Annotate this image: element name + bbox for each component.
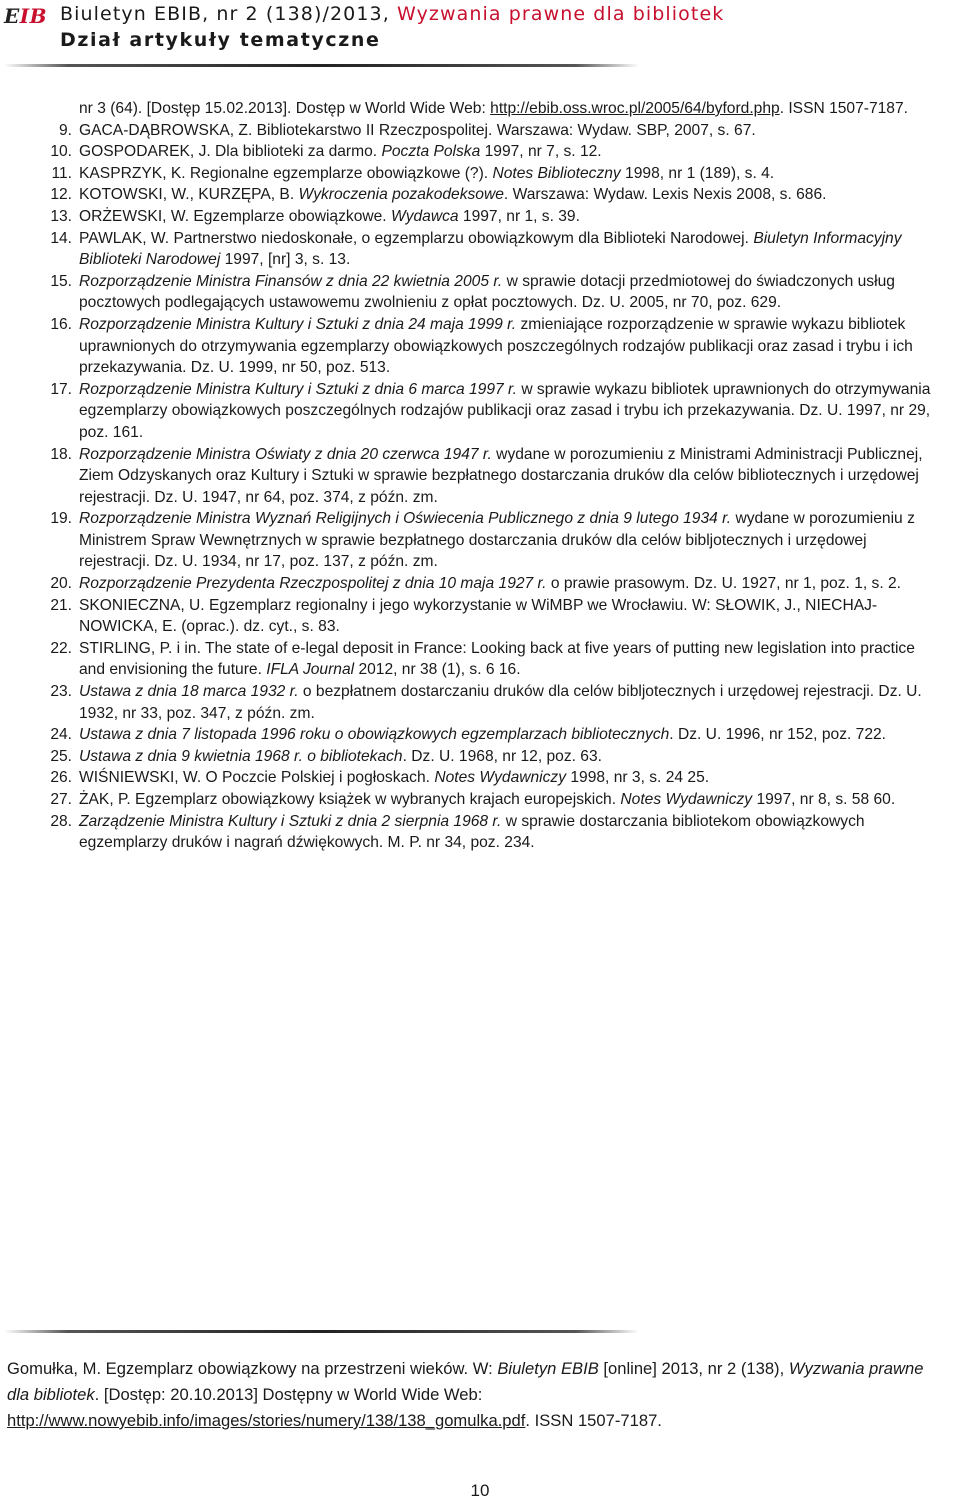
reference-text: wydane w porozumieniu z Ministrem Spraw Wewnętrznych w sprawie bezpłatnego dostarczania druków dla celów bibljotecznych i urzędowej rejestracji. Dz. U. 1934, nr 17, poz. 137, z późn. zm. — [79, 510, 915, 571]
reference-number: 27. — [50, 791, 72, 808]
reference-number: 18. — [50, 445, 72, 463]
reference-text: o prawie prasowym. Dz. U. 1927, nr 1, poz. 1, s. 2. — [546, 575, 901, 593]
reference-number: 22. — [50, 639, 72, 657]
reference-number: 26. — [50, 769, 72, 787]
reference-item — [32, 746, 940, 768]
reference-text: KASPRZYK, K. Regionalne egzemplarze obowiązkowe (?). — [79, 164, 493, 182]
reference-text: PAWLAK, W. Partnerstwo niedoskonałe, o egzemplarzu obowiązkowym dla Biblioteki Narodowej. — [79, 229, 754, 247]
reference-text: 1997, nr 7, s. 12. — [480, 143, 602, 161]
reference-item — [32, 228, 940, 271]
reference-title: Rozporządzenie Prezydenta Rzeczpospolitej z dnia 10 maja 1927 r. — [79, 575, 547, 593]
reference-link[interactable]: http://www.nowyebib.info/images/stories/numery/138/138_gomulka.pdf — [7, 1411, 526, 1430]
section-title: Dział artykuły tematyczne — [60, 29, 381, 51]
reference-text: STIRLING, P. i in. The state of e-legal deposit in France: Looking back at five years of putting new legislation into practice and envisioning the future. — [79, 639, 915, 679]
reference-text: w sprawie dotacji przedmiotowej do świadczonych usług pocztowych podlegających ustawowemu zwolnieniu z opłat pocztowych. Dz. U. 2005, nr 70, poz. 629. — [79, 272, 895, 312]
reference-link[interactable]: http://ebib.oss.wroc.pl/2005/64/byford.php — [490, 100, 780, 117]
reference-text: w sprawie wykazu bibliotek uprawnionych do otrzymywania egzemplarzy obowiązkowych poszczególnych rodzajów publikacji oraz zasad i trybu ich przekazywania. Dz. U. 1997, nr 29, poz. 161. — [79, 380, 931, 441]
reference-text: zmieniające rozporządzenie w sprawie wykazu bibliotek uprawnionych do otrzymywania egzemplarzy obowiązkowych poszczególnych rodzajów publikacji oraz zasad i trybu i ich przekazywania. Dz. U. 1999, nr 50, poz. 513. — [79, 315, 913, 377]
reference-text: GACA-DĄBROWSKA, Z. Bibliotekarstwo II Rzeczpospolitej. Warszawa: Wydaw. SBP, 2007, s. 67. — [79, 121, 756, 139]
reference-item — [32, 444, 940, 509]
reference-number: 12. — [50, 186, 72, 204]
reference-title: Rozporządzenie Ministra Wyznań Religijnych i Oświecenia Publicznego z dnia 9 lutego 1934 r. — [79, 510, 732, 528]
reference-title: Zarządzenie Ministra Kultury i Sztuki z dnia 2 sierpnia 1968 r. — [79, 812, 502, 830]
reference-title: Rozporządzenie Ministra Finansów z dnia 22 kwietnia 2005 r. — [79, 272, 503, 290]
reference-item — [32, 120, 940, 142]
reference-text: . Dz. U. 1996, nr 152, poz. 722. — [669, 726, 887, 744]
reference-number: 23. — [50, 683, 72, 701]
reference-text: . [Dostęp: 20.10.2013] Dostępny w World Wide Web: — [94, 1385, 483, 1404]
reference-number: 16. — [50, 315, 72, 333]
reference-text: ORŻEWSKI, W. Egzemplarze obowiązkowe. — [79, 207, 391, 225]
reference-item — [32, 767, 940, 789]
reference-title: Wykroczenia pozakodeksowe — [298, 186, 504, 204]
reference-item — [32, 379, 940, 444]
citation-note — [7, 1356, 947, 1434]
reference-text: Gomułka, M. Egzemplarz obowiązkowy na przestrzeni wieków. W: — [7, 1359, 498, 1378]
reference-text: . Dz. U. 1968, nr 12, poz. 63. — [402, 747, 602, 765]
reference-title: Ustawa z dnia 9 kwietnia 1968 r. o bibliotekach — [79, 747, 403, 765]
footer-divider — [4, 1330, 639, 1333]
reference-item — [32, 638, 940, 681]
reference-item — [32, 206, 940, 228]
reference-title: Wydawca — [390, 207, 459, 225]
reference-list — [32, 98, 940, 854]
reference-title: Poczta Polska — [381, 143, 481, 161]
reference-text: 1998, nr 1 (189), s. 4. — [620, 164, 775, 182]
reference-text: 1997, nr 1, s. 39. — [458, 207, 580, 225]
reference-item — [32, 141, 940, 163]
reference-number: 14. — [50, 229, 72, 247]
reference-number: 28. — [50, 812, 72, 830]
reference-item — [32, 811, 940, 854]
reference-title: Rozporządzenie Ministra Kultury i Sztuki z dnia 6 marca 1997 r. — [79, 380, 517, 398]
reference-number: 11. — [51, 164, 72, 182]
reference-number: 20. — [50, 575, 72, 593]
reference-item — [32, 595, 940, 638]
reference-text: o bezpłatnem dostarczaniu druków dla celów bibljotecznych i urzędowej rejestracji. Dz. U. 1932, nr 33, poz. 347, z późn. zm. — [79, 683, 922, 722]
reference-text: . Warszawa: Wydaw. Lexis Nexis 2008, s. 686. — [503, 186, 827, 204]
header-divider — [4, 64, 639, 67]
reference-text: 1997, nr 8, s. 58 60. — [752, 791, 896, 808]
reference-number: 13. — [50, 207, 72, 225]
reference-text: SKONIECZNA, U. Egzemplarz regionalny i jego wykorzystanie w WiMBP we Wrocławiu. W: SŁOWIK, J., NIECHAJ-NOWICKA, E. (oprac.). dz. cyt., s. 83. — [79, 596, 878, 636]
reference-item — [32, 98, 940, 120]
page-header — [0, 0, 960, 70]
ebib-logo: EIB — [4, 4, 48, 28]
reference-item — [32, 508, 940, 573]
reference-text: 1998, nr 3, s. 24 25. — [566, 769, 710, 787]
reference-number: 19. — [50, 510, 72, 528]
reference-item — [32, 573, 940, 595]
reference-title: Notes Wydawniczy — [620, 791, 753, 808]
reference-item — [32, 184, 940, 206]
reference-text: ŻAK, P. Egzemplarz obowiązkowy książek w wybranych krajach europejskich. — [79, 791, 621, 808]
reference-text: wydane w porozumieniu z Ministrami Administracji Publicznej, Ziem Odzyskanych oraz Kultury i Sztuki w sprawie bezpłatnego dostarczania druków dla celów bibliotecznych i urzędowej rejestracji. Dz. U. 1947, nr 64, poz. 374, z późn. zm. — [79, 445, 923, 506]
reference-title: Wyzwania prawne dla bibliotek — [7, 1359, 924, 1404]
reference-text: [online] 2013, nr 2 (138), — [598, 1359, 789, 1378]
reference-title: Rozporządzenie Ministra Kultury i Sztuki z dnia 24 maja 1999 r. — [79, 315, 517, 333]
page-number: 10 — [470, 1481, 490, 1500]
reference-title: Biuletyn EBIB — [497, 1359, 599, 1378]
reference-number: 10. — [50, 143, 72, 161]
reference-text: KOTOWSKI, W., KURZĘPA, B. — [79, 186, 299, 204]
reference-text: . ISSN 1507-7187. — [525, 1411, 662, 1430]
reference-item — [32, 681, 940, 724]
reference-number: 21. — [50, 596, 72, 614]
reference-title: Notes Biblioteczny — [492, 164, 621, 182]
reference-item — [32, 789, 940, 811]
reference-text: nr 3 (64). [Dostęp 15.02.2013]. Dostęp w World Wide Web: — [79, 100, 491, 117]
reference-number: 25. — [50, 747, 72, 765]
reference-title: Ustawa z dnia 7 listopada 1996 roku o obowiązkowych egzemplarzach bibliotecznych — [79, 726, 670, 744]
reference-number: 9. — [58, 121, 72, 139]
reference-title: Notes Wydawniczy — [434, 769, 567, 787]
reference-text: w sprawie dostarczania bibliotekom obowiązkowych egzemplarzy druków i nagrań dźwiękowych. M. P. nr 34, poz. 234. — [79, 812, 865, 852]
journal-title: Biuletyn EBIB, nr 2 (138)/2013, Wyzwania prawne dla bibliotek — [60, 3, 725, 25]
reference-item — [32, 163, 940, 185]
reference-text: 1997, [nr] 3, s. 13. — [220, 251, 351, 269]
reference-title: Ustawa z dnia 18 marca 1932 r. — [79, 683, 299, 701]
reference-title: Rozporządzenie Ministra Oświaty z dnia 20 czerwca 1947 r. — [79, 445, 492, 463]
reference-text: GOSPODAREK, J. Dla biblioteki za darmo. — [79, 143, 382, 161]
reference-item — [32, 724, 940, 746]
reference-title: IFLA Journal — [266, 661, 355, 679]
reference-number: 24. — [50, 726, 72, 744]
issue-theme: Wyzwania prawne dla bibliotek — [397, 3, 725, 25]
reference-text: WIŚNIEWSKI, W. O Poczcie Polskiej i pogłoskach. — [79, 769, 435, 787]
reference-text: . ISSN 1507-7187. — [779, 100, 908, 117]
reference-item — [32, 314, 940, 379]
reference-number: 15. — [50, 272, 72, 290]
reference-title: Biuletyn Informacyjny Biblioteki Narodowej — [79, 229, 902, 269]
reference-number: 17. — [50, 380, 72, 398]
reference-text: 2012, nr 38 (1), s. 6 16. — [354, 661, 521, 679]
reference-item — [32, 271, 940, 314]
